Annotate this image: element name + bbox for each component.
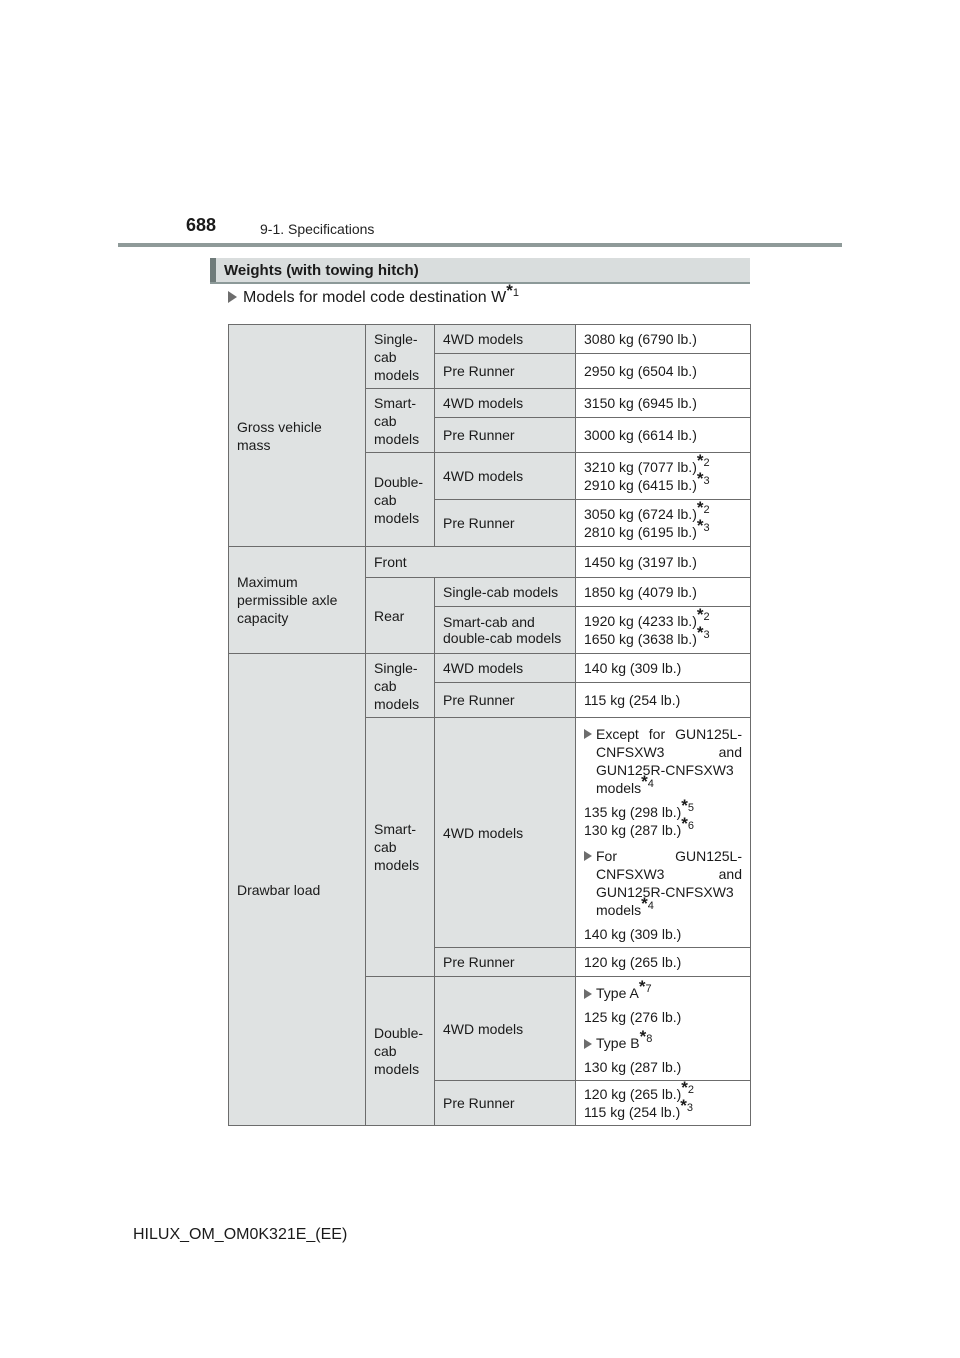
value-cell: 3000 kg (6614 lb.) [576,418,751,453]
triangle-bullet-icon [584,1039,592,1049]
model-label: Smart-cab and double-cab models [435,607,576,654]
model-label: 4WD models [435,389,576,418]
cab-type-label: Double-cab models [366,453,435,547]
weights-table [228,324,751,1126]
triangle-bullet-icon [228,291,237,303]
model-label: Pre Runner [435,1081,576,1126]
model-label: Pre Runner [435,683,576,718]
value-cell: 3050 kg (6724 lb.)$^{*2}$ 2810 kg (6195 lb.)$^{*3}$ [576,500,751,547]
model-label: 4WD models [435,977,576,1081]
value-cell: Type $A^{*7}$ 125 kg (276 lb.) Type $B^{*8}$ 130 kg (287 lb.) [576,977,751,1081]
list-item: Except for GUN125L-CNFSXW3 and GUN125R-CNFSXW3 models$^{*4}$ [584,725,742,797]
value-cell: 1850 kg (4079 lb.) [576,578,751,607]
list-item: Type $B^{*8}$ [584,1034,742,1052]
models-line: Models for model code destination $W^{*1}$ [228,289,519,307]
value-cell: Except for GUN125L-CNFSXW3 and GUN125R-CNFSXW3 models$^{*4}$ 135 kg (298 lb.)$^{*5}$ 130 kg (287 lb.)$^{*6}$ For GUN125L-CNFSXW3 and GUN125R-CNFSXW3 models$^{*4}$ 140 kg (309 lb.) [576,718,751,948]
table-row [229,325,751,354]
model-label: Pre Runner [435,354,576,389]
list-item: Type $A^{*7}$ [584,984,742,1002]
value-cell: 3210 kg (7077 lb.)$^{*2}$ 2910 kg (6415 lb.)$^{*3}$ [576,453,751,500]
model-label: Single-cab models [435,578,576,607]
gross-vehicle-mass-label: Gross vehicle mass [229,325,366,547]
model-label: 4WD models [435,453,576,500]
list-item: For GUN125L-CNFSXW3 and GUN125R-CNFSXW3 models$^{*4}$ [584,847,742,919]
header-rule [118,243,842,247]
axle-capacity-label: Maximum permissible axle capacity [229,547,366,654]
front-label: Front [366,547,576,578]
cab-type-label: Smart-cab models [366,389,435,453]
triangle-bullet-icon [584,729,592,739]
value-cell: 120 kg (265 lb.) [576,948,751,977]
model-label: Pre Runner [435,948,576,977]
value-cell: 3150 kg (6945 lb.) [576,389,751,418]
document-code-footer: HILUX_OM_OM0K321E_(EE) [133,1226,348,1243]
page-number: 688 [186,215,217,235]
model-label: 4WD models [435,654,576,683]
value-cell: 2950 kg (6504 lb.) [576,354,751,389]
value-cell: 140 kg (309 lb.) [576,654,751,683]
value-cell: 115 kg (254 lb.) [576,683,751,718]
triangle-bullet-icon [584,851,592,861]
model-label: Pre Runner [435,418,576,453]
model-label: 4WD models [435,325,576,354]
table-row [229,654,751,683]
heading-title: Weights (with towing hitch) [224,262,419,279]
value-cell: 120 kg (265 lb.)$^{*2}$ 115 kg (254 lb.)$^{*3}$ [576,1081,751,1126]
section-title: 9-1. Specifications [260,221,375,237]
value-cell: 3080 kg (6790 lb.) [576,325,751,354]
cab-type-label: Smart-cab models [366,718,435,977]
model-label: 4WD models [435,718,576,948]
value-cell: 1920 kg (4233 lb.)$^{*2}$ 1650 kg (3638 lb.)$^{*3}$ [576,607,751,654]
cab-type-label: Double-cab models [366,977,435,1126]
rear-label: Rear [366,578,435,654]
value-cell: 1450 kg (3197 lb.) [576,547,751,578]
cab-type-label: Single-cab models [366,325,435,389]
heading-bar [210,258,750,284]
triangle-bullet-icon [584,989,592,999]
table-row [229,547,751,578]
drawbar-load-label: Drawbar load [229,654,366,1126]
cab-type-label: Single-cab models [366,654,435,718]
model-label: Pre Runner [435,500,576,547]
models-line-text: Models for model code destination W [243,289,507,306]
